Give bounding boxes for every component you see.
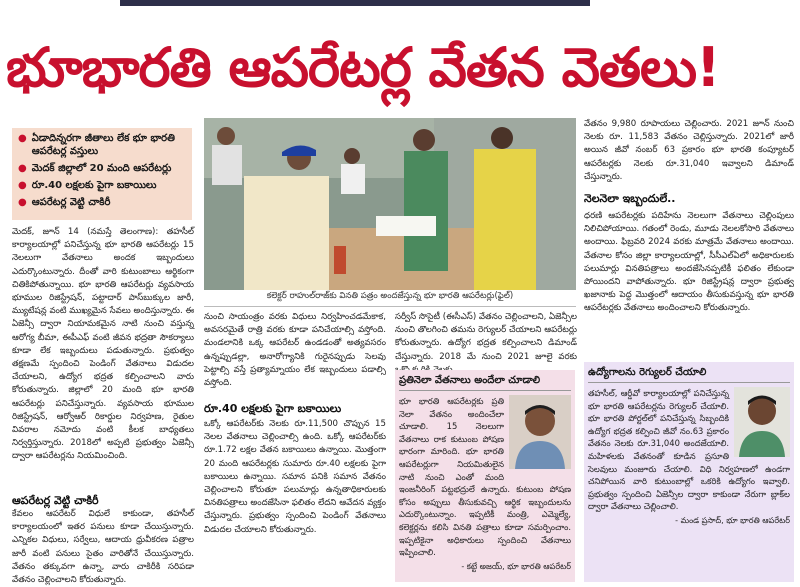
bullet-icon: ● xyxy=(18,133,27,144)
highlight-item: ● ఏడాదిన్నరగా జీతాలు లేక భూ భారతి ఆపరేటర్ల వస్తులు xyxy=(18,133,175,157)
quote-box-regularise xyxy=(584,362,794,582)
quote-box-text: తహసీల్, ఆర్డీవో కార్యాలయాల్లో పనిచేస్తున్న భూ భారతి ఆపరేటర్లను రెగ్యులర్ చేయాలి. భూ భారతి పోర్టల్‌లో పనిచేస్తున్న సిబ్బందికి ఉద్యోగ భద్రత కల్పించి జీవో నం.63 ప్రకారం వేతనం నెలకు రూ.31,040 అందజేయాలి. మహిళలకు వేతనంతో కూడిన ప్రసూతి సెలవులు మంజూరు చేయాలి. విధి నిర్వహణలో ఉండగా చనిపోయిన వారి కుటుంబాల్లో ఒకరికి ఉద్యోగం ఇవ్వాలి. ప్రభుత్వం స్పందించి ఏజెన్సీల ద్వారా కాకుండా నేరుగా బ్లాక్‌ల ద్వారా వేతనాలు చెల్లించాలి. xyxy=(588,388,790,512)
avatar xyxy=(734,387,790,457)
highlight-item: ● ఆపరేటర్ల వెట్టి చాకిరీ xyxy=(18,197,111,208)
article-column-2: నుంచి సాయంత్రం వరకు విధులు నిర్వహించడమేకాక, అవసరమైతే రాత్రి వరకు కూడా పనిచేయాల్సి వస్తోంది. మండలానికి ఒక్క ఆపరేటర్ ఉండడంతో అత్యవసరం ఉన్నప్పుడల్లా, అనారోగ్యానికి గురైనప్పుడు సెలవు పెట్టాల్సి వస్తే ప్రత్యామ్నాయం లేక ఇబ్బందులు పడాల్సి వస్తోంది. xyxy=(204,312,386,389)
bullet-icon: ● xyxy=(18,163,27,174)
highlights-box xyxy=(12,128,192,220)
portrait-illustration xyxy=(734,387,790,457)
bullet-icon: ● xyxy=(18,180,27,191)
avatar xyxy=(509,395,571,469)
article-column-4b: ధరణి ఆపరేటర్లకు పదిహేను నెలలుగా వేతనాలు చెల్లింపులు నిలిచిపోయాయి. గతంలో రెండు, మూడు నెలలకోసారి వేతనాలు అందాయి. ఫిబ్రవరి 2024 వరకు మాత్రమే వేతనాలు అందాయి. వేతనాల కోసం జిల్లా కార్యాలయాల్లో, సీసీఎల్ఏలో అధికారులకు పలుమార్లు వినతిపత్రాలు అందజేసినప్పటికీ ఫలితం లేకుండా పోయిందని వాపోతున్నారు. భూ రిజిస్ట్రేషన్ల ద్వారా ప్రభుత్వ ఖజానాకు పెద్ద మొత్తంలో ఆదాయం తీసుకువస్తున్న భూ భారతి ఆపరేటర్లకు వేతనాలు అందించాలని కోరుతున్నారు. xyxy=(584,211,794,314)
quote-box-text: భూ భారతి ఆపరేటర్లకు ప్రతి నెలా వేతనం అందించేలా చూడాలి. 15 నెలలుగా వేతనాలు రాక కుటుంబ పోషణ భారంగా మారింది. భూ భారతి ఆపరేటర్లుగా నియమితులైన నాటి నుంచి ఎంతో మంది ఇంజనీరింగ్ పట్టభద్రులే ఉన్నారు. కుటుంబ పోషణ కోసం అప్పులు తీసుకువచ్చి ఆర్థిక ఇబ్బందులను ఎదుర్కొంటున్నాం. ఇప్పటికీ మంత్రి, ఎమ్మెల్యే, కలెక్టర్లను కలిసి వినతి పత్రాలు కూడా సమర్పించాం. ఇప్పటికైనా అధికారులు స్పందించి వేతనాలు ఇప్పించాలి. xyxy=(399,396,571,558)
subheading-monthly-troubles: నెలనెలా ఇబ్బందులే.. xyxy=(584,192,676,205)
photo-illustration xyxy=(204,118,576,290)
top-color-bar xyxy=(120,0,590,6)
article-column-1b: కేవలం ఆపరేటర్ విధులే కాకుండా, తహసీల్ కార్యాలయంలో ఇతర పనులు కూడా చేయిస్తున్నారు. ఎన్నికల విధులు, సర్వేలు, ఆదాయ ధ్రువీకరణ పత్రాల జారీ వంటి పనులు సైతం వారితోనే చేయిస్తున్నారు. వేతనం తక్కువగా ఉన్నా, వారు చాకిరీకి సరిపడా వేతనం చెల్లించాలని కోరుతున్నారు. xyxy=(12,509,194,586)
news-photo xyxy=(204,118,576,290)
quote-box-monthly-pay xyxy=(395,370,575,582)
article-column-1: మెదక్, జూన్ 14 (నమస్తే తెలంగాణ): తహసీల్ కార్యాలయాల్లో పనిచేస్తున్న భూ భారతి ఆపరేటర్లు 15 నెలలుగా వేతనాలు అందక ఇబ్బందులు ఎదుర్కొంటున్నారు. దీంతో వారి కుటుంబాలు ఆర్థికంగా చితికిపోతున్నాయి. భూ భారతి ఆపరేటర్లు వ్యవసాయ భూముల రిజిస్ట్రేషన్, పట్టాదార్ పాస్‌బుక్కుల జారీ, మ్యుటేషన్ల వంటి ముఖ్యమైన సేవలు అందిస్తున్నారు. ఈ ఏజెన్సీ ద్వారా నియామకమైన నాటి నుంచి వస్తున్న ఆరోగ్య బీమా, ఈపీఎఫ్ వంటి జీవన భద్రతా సౌకర్యాలు కూడా లేక ఇబ్బందులు పడుతున్నారు. ప్రభుత్వం తక్షణమే స్పందించి పెండింగ్ వేతనాలు విడుదల చేయాలని, ఉద్యోగ భద్రత కల్పించాలని వారు కోరుతున్నారు. జిల్లాలో 20 మంది భూ భారతి ఆపరేటర్లు పనిచేస్తున్నారు. వ్యవసాయ భూముల రిజిస్ట్రేషన్, ఆర్వోఆర్ రికార్డుల నిర్వహణ, రైతుల వివరాల నమోదు వంటి కీలక బాధ్యతలు నిర్వర్తిస్తున్నారు. 2018లో అప్పటి ప్రభుత్వం ఏజెన్సీ ద్వారా ఆపరేటర్లను నియమించింది. xyxy=(12,227,194,462)
article-column-2b: ఒక్కో ఆపరేటర్‌కు నెలకు రూ.11,500 చొప్పున 15 నెలల వేతనాలు చెల్లించాల్సి ఉంది. ఒక్కో ఆపరేటర్‌కు రూ.1.72 లక్షల వేతన బకాయిలు ఉన్నాయి. మొత్తంగా 20 మంది ఆపరేటర్లకు సుమారు రూ.40 లక్షలకు పైగా బకాయిలు ఉన్నాయి. సమాన పనికి సమాన వేతనం చెల్లించాలని కోరుతూ పలుమార్లు ఉన్నతాధికారులకు వినతిపత్రాలు అందజేసినా ఫలితం లేదని ఆవేదన వ్యక్తం చేస్తున్నారు. ప్రభుత్వం స్పందించి పెండింగ్ వేతనాలు విడుదల చేయాలని కోరుతున్నారు. xyxy=(204,419,386,535)
portrait-illustration xyxy=(509,395,571,469)
subheading-unpaid-labour: ఆపరేటర్ల వెట్టి చాకిరీ xyxy=(12,494,99,507)
quote-box-signature: - కట్టే అజయ్, భూ భారతి ఆపరేటర్ xyxy=(461,561,571,571)
article-column-4: వేతనం 9,980 రూపాయలు చెల్లించారు. 2021 జూన్ నుంచి నెలకు రూ. 11,583 వేతనం చెల్లిస్తున్నారు. 2021లో జారీ అయిన జీవో నంబర్ 63 ప్రకారం భూ భారతి కంప్యూటర్ ఆపరేటర్లకు నెలకు రూ.31,040 ఇవ్వాలని డిమాండ్ చేస్తున్నారు. xyxy=(584,119,794,182)
bullet-icon: ● xyxy=(18,197,27,208)
quote-box-signature: - మండ ప్రసాద్, భూ భారతి ఆపరేటర్ xyxy=(675,515,790,525)
subheading-arrears: రూ.40 లక్షలకు పైగా బకాయిలు xyxy=(204,402,342,415)
quote-box-title: ఉద్యోగాలను రెగ్యులర్ చేయాలి xyxy=(588,366,790,383)
headline: భూభారతి ఆపరేటర్ల వేతన వెతలు! xyxy=(6,36,720,99)
article-column-3: సర్వీస్ సొసైటీ (ఈసీఎస్) వేతనం చెల్లించాలని, ఏజెన్సీల నుంచి తొలగించి తమను రెగ్యులర్ చేయాలని ఆపరేటర్లు కోరుతున్నారు. ఉద్యోగ భద్రత కల్పించాలని డిమాండ్ చేస్తున్నారు. 2018 మే నుంచి 2021 జూలై వరకు xyxy=(395,312,577,362)
highlight-item: ● మెదక్ జిల్లాలో 20 మంది ఆపరేటర్లు xyxy=(18,163,172,174)
highlight-item: ● రూ.40 లక్షలకు పైగా బకాయిలు xyxy=(18,180,157,191)
quote-box-title: ప్రతినెలా వేతనాలు అందేలా చూడాలి xyxy=(399,374,571,391)
photo-caption: కలెక్టర్ రాహుల్‌రాజ్‌కు వినతి పత్రం అందజేస్తున్న భూ భారతి ఆపరేటర్లు(ఫైల్) xyxy=(204,291,576,307)
